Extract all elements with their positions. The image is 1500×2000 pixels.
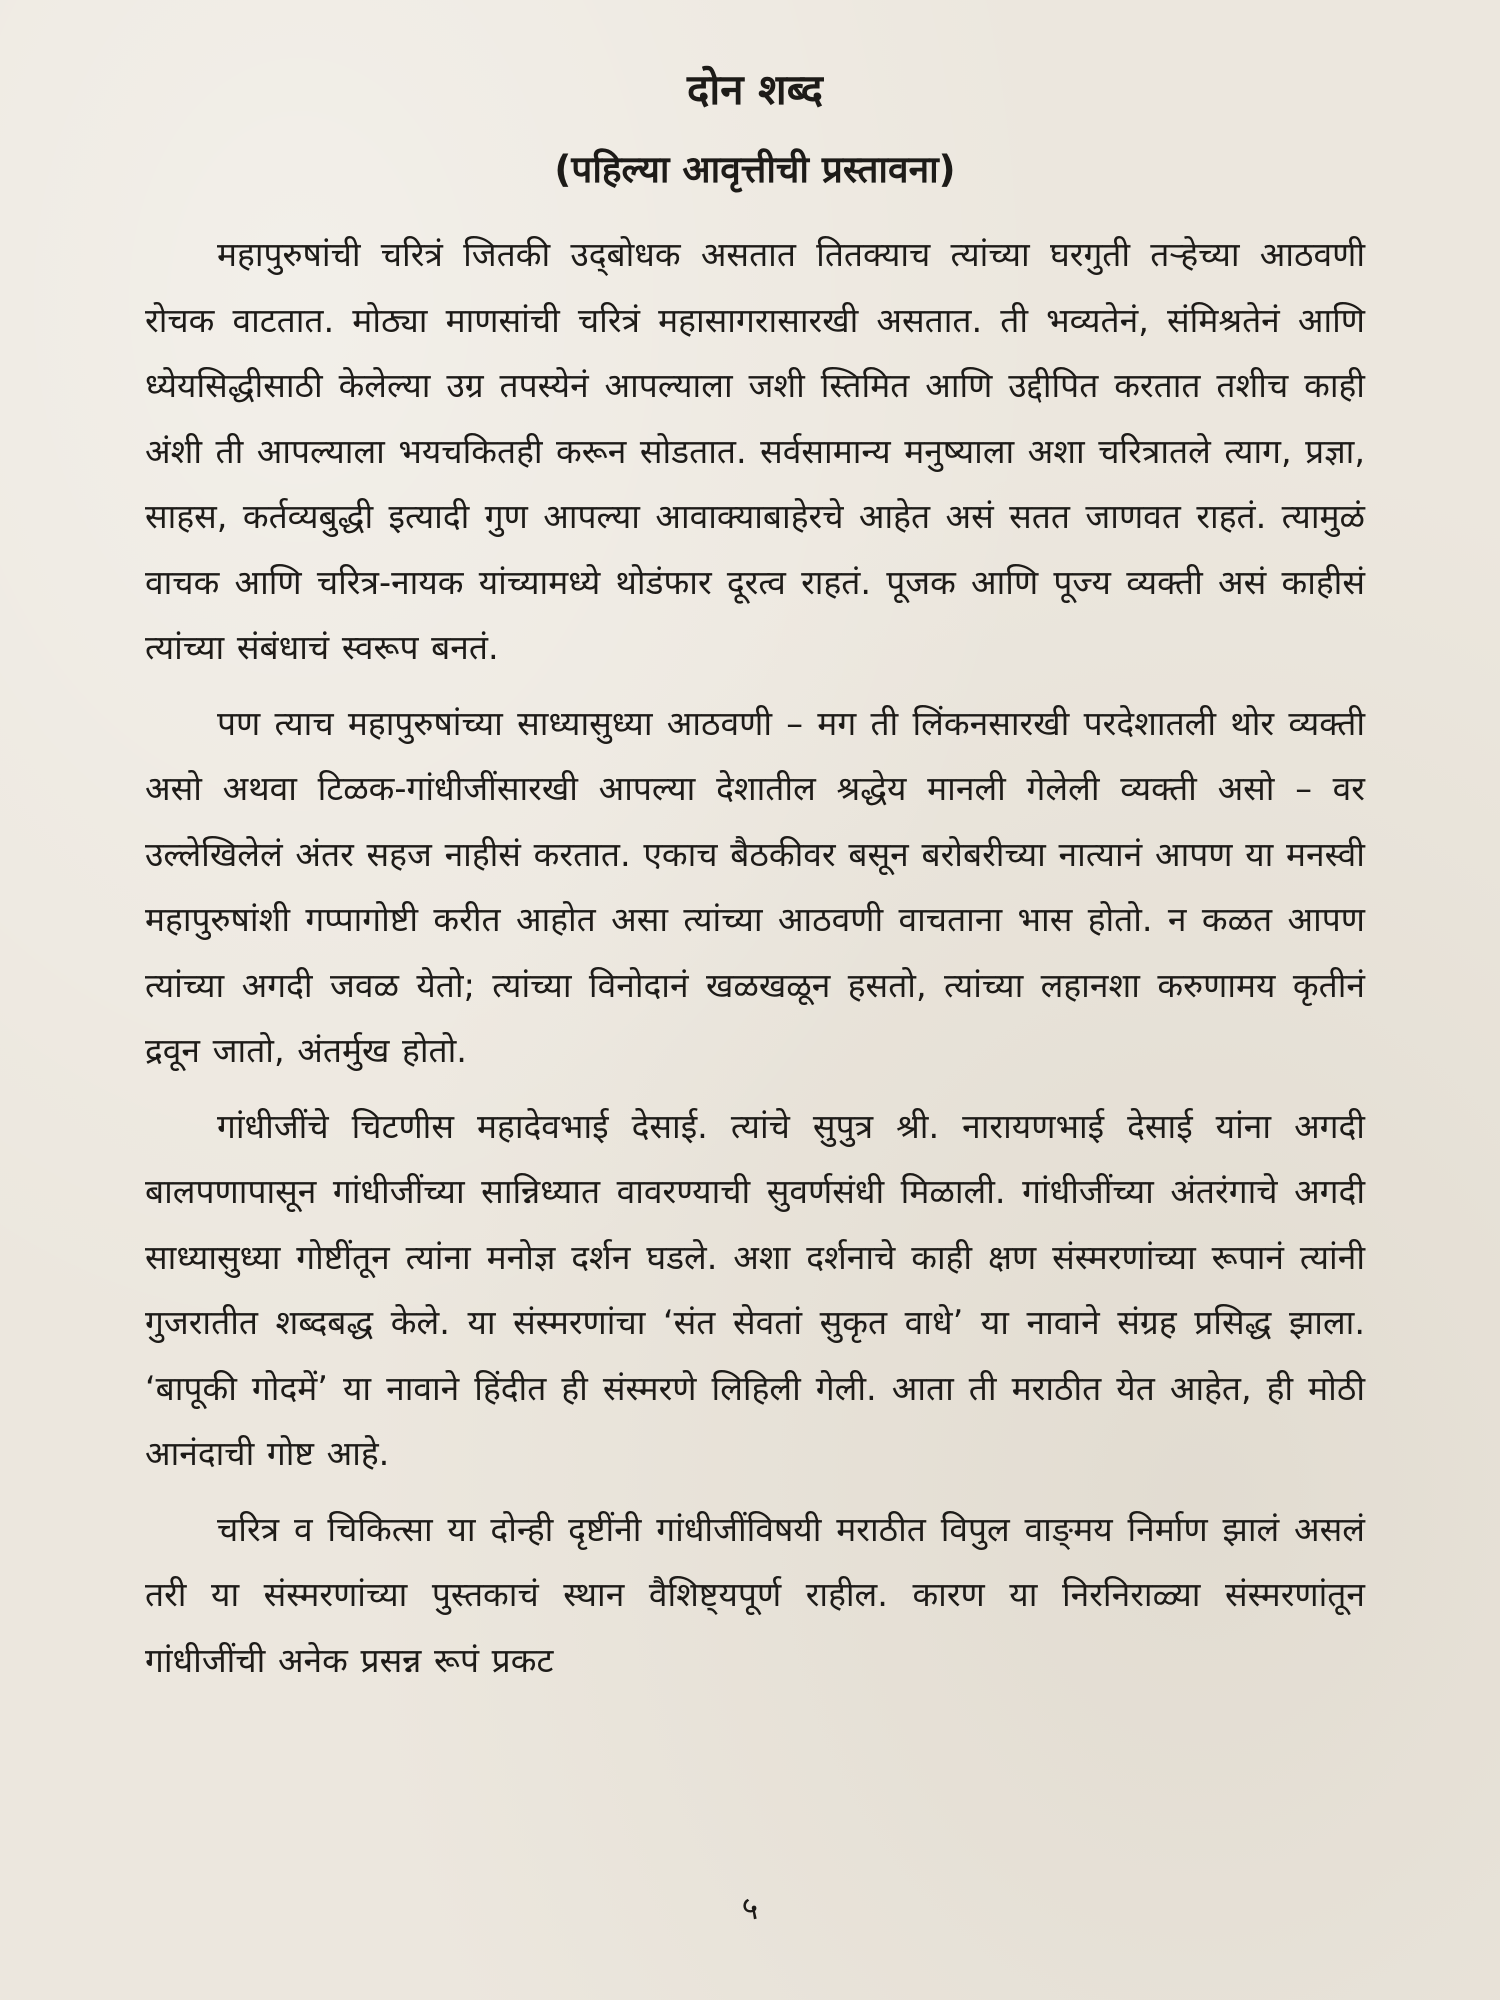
page-content bbox=[145, 62, 1365, 1703]
paragraph-2: पण त्याच महापुरुषांच्या साध्यासुध्या आठवणी – मग ती लिंकनसारखी परदेशातली थोर व्यक्ती असो अथवा टिळक-गांधीजींसारखी आपल्या देशातील श्रद्धेय मानली गेलेली व्यक्ती असो – वर उल्लेखिलेलं अंतर सहज नाहीसं करतात. एकाच बैठकीवर बसून बरोबरीच्या नात्यानं आपण या मनस्वी महापुरुषांशी गप्पागोष्टी करीत आहोत असा त्यांच्या आठवणी वाचताना भास होतो. न कळत आपण त्यांच्या अगदी जवळ येतो; त्यांच्या विनोदानं खळखळून हसतो, त्यांच्या लहानशा करुणामय कृतीनं द्रवून जातो, अंतर्मुख होतो. bbox=[145, 703, 1365, 1070]
paragraph-1: महापुरुषांची चरित्रं जितकी उद्‌बोधक असतात तितक्याच त्यांच्या घरगुती तऱ्हेच्या आठवणी रोचक वाटतात. मोठ्या माणसांची चरित्रं महासागरासारखी असतात. ती भव्यतेनं, संमिश्रतेनं आणि ध्येयसिद्धीसाठी केलेल्या उग्र तपस्येनं आपल्याला जशी स्तिमित आणि उद्दीपित करतात तशीच काही अंशी ती आपल्याला भयचकितही करून सोडतात. सर्वसामान्य मनुष्याला अशा चरित्रातले त्याग, प्रज्ञा, साहस, कर्तव्यबुद्धी इत्यादी गुण आपल्या आवाक्याबाहेरचे आहेत असं सतत जाणवत राहतं. त्यामुळं वाचक आणि चरित्र-नायक यांच्यामध्ये थोडंफार दूरत्व राहतं. पूजक आणि पूज्य व्यक्ती असं काहीसं त्यांच्या संबंधाचं स्वरूप बनतं. bbox=[145, 235, 1365, 667]
page-title: दोन शब्द bbox=[687, 65, 823, 114]
page-number: ५ bbox=[741, 1889, 759, 1927]
page-subtitle: (पहिल्या आवृत्तीची प्रस्तावना) bbox=[554, 148, 956, 191]
paragraph-3: गांधीजींचे चिटणीस महादेवभाई देसाई. त्यांचे सुपुत्र श्री. नारायणभाई देसाई यांना अगदी बालपणापासून गांधीजींच्या सान्निध्यात वावरण्याची सुवर्णसंधी मिळाली. गांधीजींच्या अंतरंगाचे अगदी साध्यासुध्या गोष्टींतून त्यांना मनोज्ञ दर्शन घडले. अशा दर्शनाचे काही क्षण संस्मरणांच्या रूपानं त्यांनी गुजरातीत शब्दबद्ध केले. या संस्मरणांचा ‘संत सेवतां सुकृत वाधे’ या नावाने संग्रह प्रसिद्ध झाला. ‘बापूकी गोदमें’ या नावाने हिंदीत ही संस्मरणे लिहिली गेली. आता ती मराठीत येत आहेत, ही मोठी आनंदाची गोष्ट आहे. bbox=[145, 1106, 1365, 1473]
paragraph-4: चरित्र व चिकित्सा या दोन्ही दृष्टींनी गांधीजींविषयी मराठीत विपुल वाङ्‌मय निर्माण झालं असलं तरी या संस्मरणांच्या पुस्तकाचं स्थान वैशिष्ट्यपूर्ण राहील. कारण या निरनिराळ्या संस्मरणांतून गांधीजींची अनेक प्रसन्न रूपं प्रकट bbox=[145, 1509, 1365, 1680]
